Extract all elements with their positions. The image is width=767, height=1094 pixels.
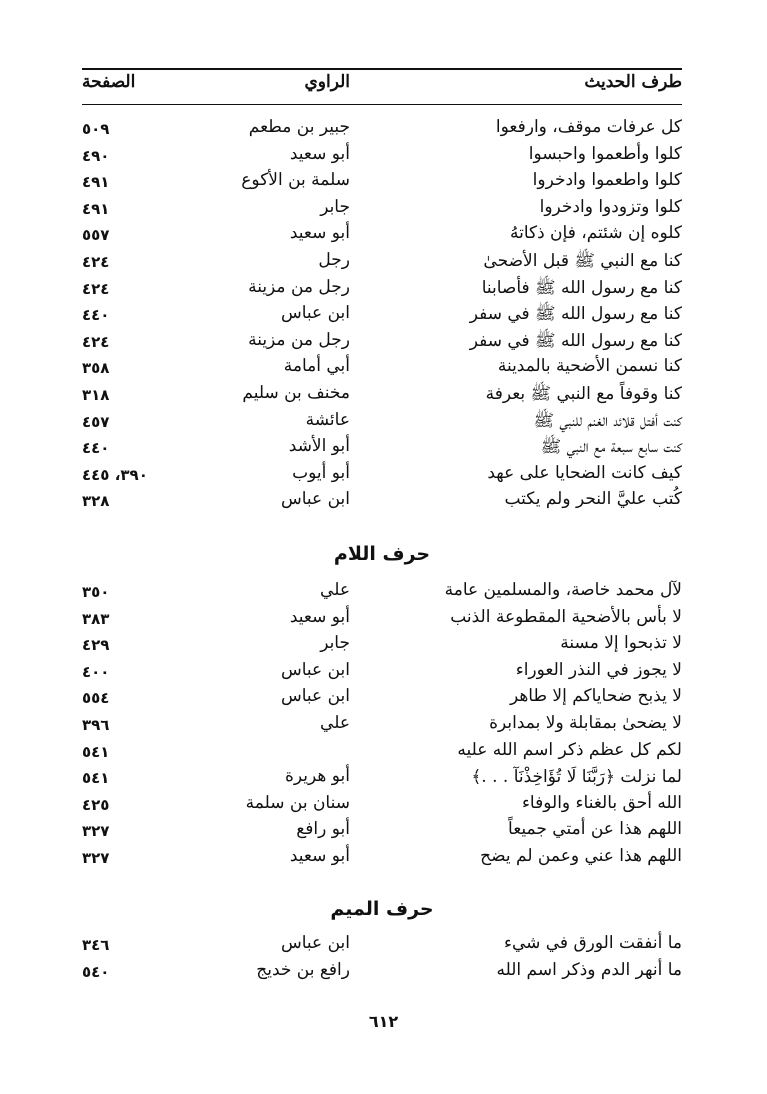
narrator-name: أبي أمامة: [283, 356, 350, 377]
hadith-text: كنت أفتل قلائد الغنم للنبي ﷺ: [533, 410, 682, 431]
narrator-name: جبير بن مطعم: [248, 117, 350, 137]
index-entry-row: [82, 356, 682, 383]
narrator-name: علي: [320, 712, 350, 733]
narrator-name: ابن عباس: [280, 303, 350, 324]
narrator-name: مخنف بن سليم: [242, 382, 350, 403]
header-rule: [82, 104, 682, 105]
narrator-column-header: الراوي: [304, 72, 350, 92]
index-entry-row: [82, 410, 682, 437]
index-entry-row: [82, 660, 682, 687]
hadith-text: كنا مع رسول الله ﷺ فأصابنا: [481, 277, 682, 298]
index-entry-row: [82, 250, 682, 277]
page-reference: ٤٤٠: [82, 439, 110, 458]
page-reference: ٤٥٧: [82, 412, 110, 431]
hadith-text: اللهم هذا عن أمتي جميعاً: [508, 819, 682, 840]
page-column-header: الصفحة: [82, 72, 136, 92]
hadith-text: كنا نسمن الأضحية بالمدينة: [497, 356, 682, 377]
index-entry-row: [82, 766, 682, 793]
entries-group-lam: [82, 580, 682, 873]
hadith-text: كُتب عليَّ النحر ولم يكتب: [504, 489, 682, 510]
page-reference: ٤٩٠: [82, 146, 110, 165]
narrator-name: أبو أيوب: [292, 462, 350, 483]
page-reference: ٤٤٠: [82, 306, 110, 325]
narrator-name: أبو رافع: [296, 819, 350, 840]
index-entry-row: [82, 223, 682, 250]
page-reference: ٣٥٨: [82, 359, 110, 378]
index-entry-row: [82, 383, 682, 410]
hadith-text: كنا مع رسول الله ﷺ في سفر: [469, 330, 682, 351]
top-rule: [82, 68, 682, 70]
page-reference: ٥٤١: [82, 742, 110, 761]
hadith-text: الله أحق بالغناء والوفاء: [521, 792, 682, 813]
hadith-text: لا يجوز في النذر العوراء: [515, 659, 682, 680]
hadith-text: كلوا واطعموا وادخروا: [532, 170, 682, 191]
index-entry-row: [82, 960, 682, 987]
page-reference: ٣٥٠: [82, 583, 110, 601]
index-entry-row: [82, 277, 682, 304]
page-reference: ٤٢٤: [82, 332, 110, 351]
narrator-name: أبو سعيد: [289, 845, 350, 866]
page-reference: ٤٢٥: [82, 795, 110, 814]
narrator-name: عائشة: [305, 409, 350, 430]
page-reference: ٤٢٤: [82, 279, 110, 298]
hadith-text: كنا وقوفاً مع النبي ﷺ بعرفة: [485, 383, 682, 404]
entries-group-mim: [82, 933, 682, 986]
section-heading-lam: حرف اللام: [333, 543, 431, 565]
page-reference: ٤٩١: [82, 173, 110, 192]
page-reference: ٥٠٩: [82, 120, 110, 138]
index-entry-row: [82, 436, 682, 463]
narrator-name: علي: [320, 580, 350, 600]
page-reference: ٥٤١: [82, 769, 110, 788]
section-heading-mim: حرف الميم: [330, 898, 434, 920]
page-reference: ٣٢٧: [82, 848, 110, 867]
narrator-name: ابن عباس: [280, 489, 350, 510]
hadith-text: لآل محمد خاصة، والمسلمين عامة: [444, 580, 682, 600]
hadith-text: كنا مع رسول الله ﷺ في سفر: [469, 304, 682, 325]
hadith-text: كل عرفات موقف، وارفعوا: [495, 117, 682, 137]
index-entry-row: [82, 489, 682, 516]
index-entry-row: [82, 117, 682, 144]
page-reference: ٤٢٤: [82, 252, 110, 271]
hadith-text: لا يضحىٰ بمقابلة ولا بمدابرة: [489, 712, 682, 733]
narrator-name: أبو سعيد: [289, 223, 350, 244]
narrator-name: ابن عباس: [280, 686, 350, 707]
index-entry-row: [82, 633, 682, 660]
narrator-name: جابر: [320, 633, 350, 654]
narrator-name: ابن عباس: [280, 659, 350, 680]
index-entry-row: [82, 144, 682, 171]
narrator-name: رافع بن خديج: [256, 959, 350, 980]
index-entry-row: [82, 740, 682, 767]
hadith-text: كلوه إن شئتم، فإن ذكاتهُ: [509, 223, 682, 244]
narrator-name: أبو سعيد: [289, 143, 350, 164]
index-entry-row: [82, 580, 682, 607]
page-reference: ٣٩٠، ٤٤٥: [82, 465, 148, 484]
index-entry-row: [82, 933, 682, 960]
hadith-column-header: طرف الحديث: [584, 72, 682, 92]
entries-group-kaf: [82, 117, 682, 516]
hadith-text: كنا مع النبي ﷺ قبل الأضحىٰ: [483, 250, 682, 271]
narrator-name: رجل من مزينة: [248, 276, 350, 297]
page-reference: ٣٤٦: [82, 936, 110, 954]
hadith-text: ما أنفقت الورق في شيء: [503, 933, 682, 953]
index-entry-row: [82, 846, 682, 873]
hadith-text: كيف كانت الضحايا على عهد: [487, 462, 682, 483]
narrator-name: رجل من مزينة: [248, 329, 350, 350]
narrator-name: أبو الأشد: [288, 436, 350, 457]
page-reference: ٥٤٠: [82, 962, 110, 981]
narrator-name: سنان بن سلمة: [245, 792, 350, 813]
page-reference: ٣٩٦: [82, 715, 110, 734]
narrator-name: سلمة بن الأكوع: [241, 170, 350, 191]
page-number: ٦١٢: [368, 1012, 399, 1031]
index-entry-row: [82, 330, 682, 357]
index-entry-row: [82, 713, 682, 740]
index-entry-row: [82, 303, 682, 330]
hadith-text: لا بأس بالأضحية المقطوعة الذنب: [450, 606, 682, 627]
hadith-text: لا يذبح ضحاياكم إلا طاهر: [509, 686, 682, 707]
narrator-name: جابر: [320, 196, 350, 217]
narrator-name: ابن عباس: [280, 933, 350, 953]
table-header: [82, 72, 682, 98]
narrator-name: أبو هريرة: [284, 766, 350, 787]
page-reference: ٣١٨: [82, 385, 110, 404]
hadith-text: لكم كل عظم ذكر اسم الله عليه: [457, 739, 682, 760]
page-reference: ٤٩١: [82, 199, 110, 218]
index-entry-row: [82, 170, 682, 197]
hadith-text: لا تذبحوا إلا مسنة: [560, 633, 682, 654]
hadith-text: لما نزلت ﴿رَبَّنَا لَا تُؤَاخِذْنَآ . . .﴾: [471, 767, 682, 788]
narrator-name: أبو سعيد: [289, 606, 350, 627]
index-entry-row: [82, 607, 682, 634]
hadith-text: ما أنهر الدم وذكر اسم الله: [496, 959, 682, 980]
page-reference: ٤٢٩: [82, 636, 110, 655]
index-entry-row: [82, 197, 682, 224]
index-entry-row: [82, 793, 682, 820]
hadith-text: كلوا وأطعموا واحبسوا: [528, 143, 682, 164]
narrator-name: رجل: [318, 249, 350, 270]
hadith-text: كنت سابع سبعة مع النبي ﷺ: [540, 437, 682, 458]
index-entry-row: [82, 686, 682, 713]
index-entry-row: [82, 819, 682, 846]
page-reference: ٣٨٣: [82, 609, 110, 628]
page-reference: ٤٠٠: [82, 662, 110, 681]
page-reference: ٣٢٧: [82, 822, 110, 841]
page-reference: ٥٥٧: [82, 226, 110, 245]
page-reference: ٥٥٤: [82, 689, 110, 708]
index-entry-row: [82, 463, 682, 490]
page-reference: ٣٢٨: [82, 492, 110, 511]
hadith-text: كلوا وتزودوا وادخروا: [539, 196, 682, 217]
hadith-text: اللهم هذا عني وعمن لم يضح: [480, 845, 682, 866]
